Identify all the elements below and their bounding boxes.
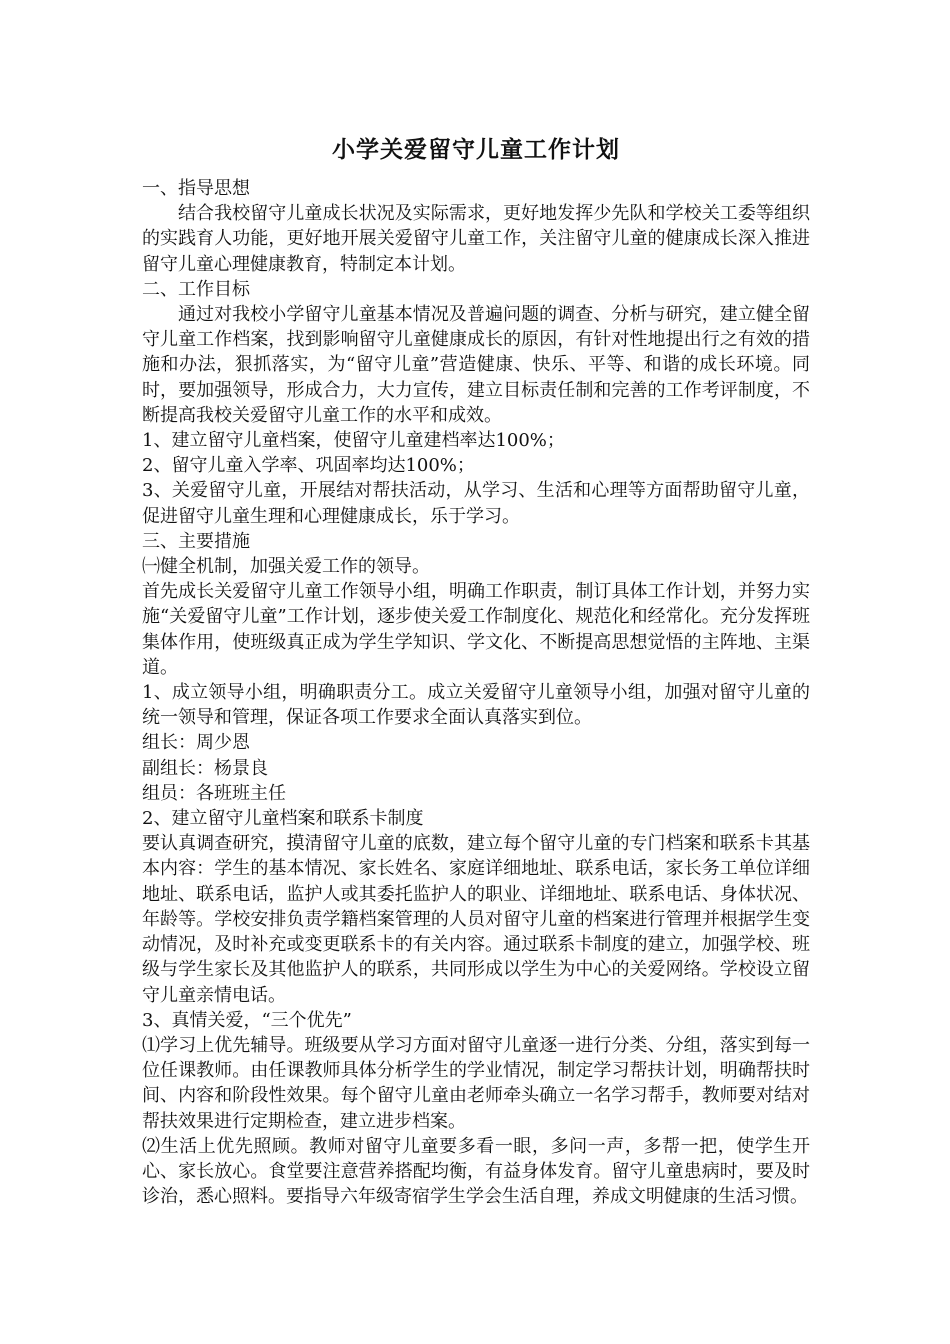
paragraph-guiding-ideology: 结合我校留守儿童成长状况及实际需求，更好地发挥少先队和学校关工委等组织的实践育人功能，更好地开展关爱留守儿童工作，关注留守儿童的健康成长深入推进留守儿童心理健康教育，特制定本计划。 (142, 203, 810, 275)
paragraph-life-priority: ⑵生活上优先照顾。教师对留守儿童要多看一眼，多问一声，多帮一把，使学生开心、家长放心。食堂要注意营养搭配均衡，有益身体发育。留守儿童患病时，要及时诊治，悉心照料。要指导六年级寄宿学生学会生活自理，养成文明健康的生活习惯。 (142, 1135, 810, 1208)
heading-guiding-ideology: 一、指导思想 (142, 178, 250, 199)
measure-item-1: 1、成立领导小组，明确职责分工。成立关爱留守儿童领导小组，加强对留守儿童的统一领导和管理，保证各项工作要求全面认真落实到位。 (142, 682, 810, 729)
document-title: 小学关爱留守儿童工作计划 (332, 137, 620, 163)
measure-item-2: 2、建立留守儿童档案和联系卡制度 (142, 808, 424, 830)
group-leader: 组长：周少恩 (142, 732, 250, 754)
paragraph-mechanism: 首先成长关爱留守儿童工作领导小组，明确工作职责，制订具体工作计划，并努力实施“关爱留守儿童”工作计划，逐步使关爱工作制度化、规范化和经常化。充分发挥班集体作用，使班级真正成为学生学知识、学文化、不断提高思想觉悟的主阵地、主渠道。 (142, 581, 810, 678)
deputy-group-leader: 副组长：杨景良 (142, 757, 268, 779)
measure-item-3: 3、真情关爱，“三个优先” (142, 1009, 352, 1031)
goal-item-1: 1、建立留守儿童档案，使留守儿童建档率达100%； (142, 430, 565, 452)
heading-work-goals: 二、工作目标 (142, 278, 250, 300)
paragraph-archives: 要认真调查研究，摸清留守儿童的底数，建立每个留守儿童的专门档案和联系卡其基本内容：学生的基本情况、家长姓名、家庭详细地址、联系电话，家长务工单位详细地址、联系电话，监护人或其委托监护人的职业、详细地址、联系电话、身体状况、年龄等。学校安排负责学籍档案管理的人员对留守儿童的档案进行管理并根据学生变动情况，及时补充或变更联系卡的有关内容。通过联系卡制度的建立，加强学校、班级与学生家长及其他监护人的联系，共同形成以学生为中心的关爱网络。学校设立留守儿童亲情电话。 (142, 833, 810, 1006)
heading-main-measures: 三、主要措施 (142, 530, 250, 552)
document-page (142, 132, 810, 1209)
goal-item-2: 2、留守儿童入学率、巩固率均达100%； (142, 455, 475, 477)
subheading-mechanism: ㈠健全机制，加强关爱工作的领导。 (142, 556, 430, 578)
goal-item-3: 3、关爱留守儿童，开展结对帮扶活动，从学习、生活和心理等方面帮助留守儿童，促进留守儿童生理和心理健康成长，乐于学习。 (142, 480, 810, 527)
paragraph-study-priority: ⑴学习上优先辅导。班级要从学习方面对留守儿童逐一进行分类、分组，落实到每一位任课教师。由任课教师具体分析学生的学业情况，制定学习帮扶计划，明确帮扶时间、内容和阶段性效果。每个留守儿童由老师牵头确立一名学习帮手，教师要对结对帮扶效果进行定期检查，建立进步档案。 (142, 1034, 810, 1132)
paragraph-work-goals: 通过对我校小学留守儿童基本情况及普遍问题的调查、分析与研究，建立健全留守儿童工作档案，找到影响留守儿童健康成长的原因，有针对性地提出行之有效的措施和办法，狠抓落实，为“留守儿童”营造健康、快乐、平等、和谐的成长环境。同时，要加强领导，形成合力，大力宣传，建立目标责任制和完善的工作考评制度，不断提高我校关爱留守儿童工作的水平和成效。 (142, 304, 810, 426)
group-members: 组员：各班班主任 (142, 782, 286, 804)
